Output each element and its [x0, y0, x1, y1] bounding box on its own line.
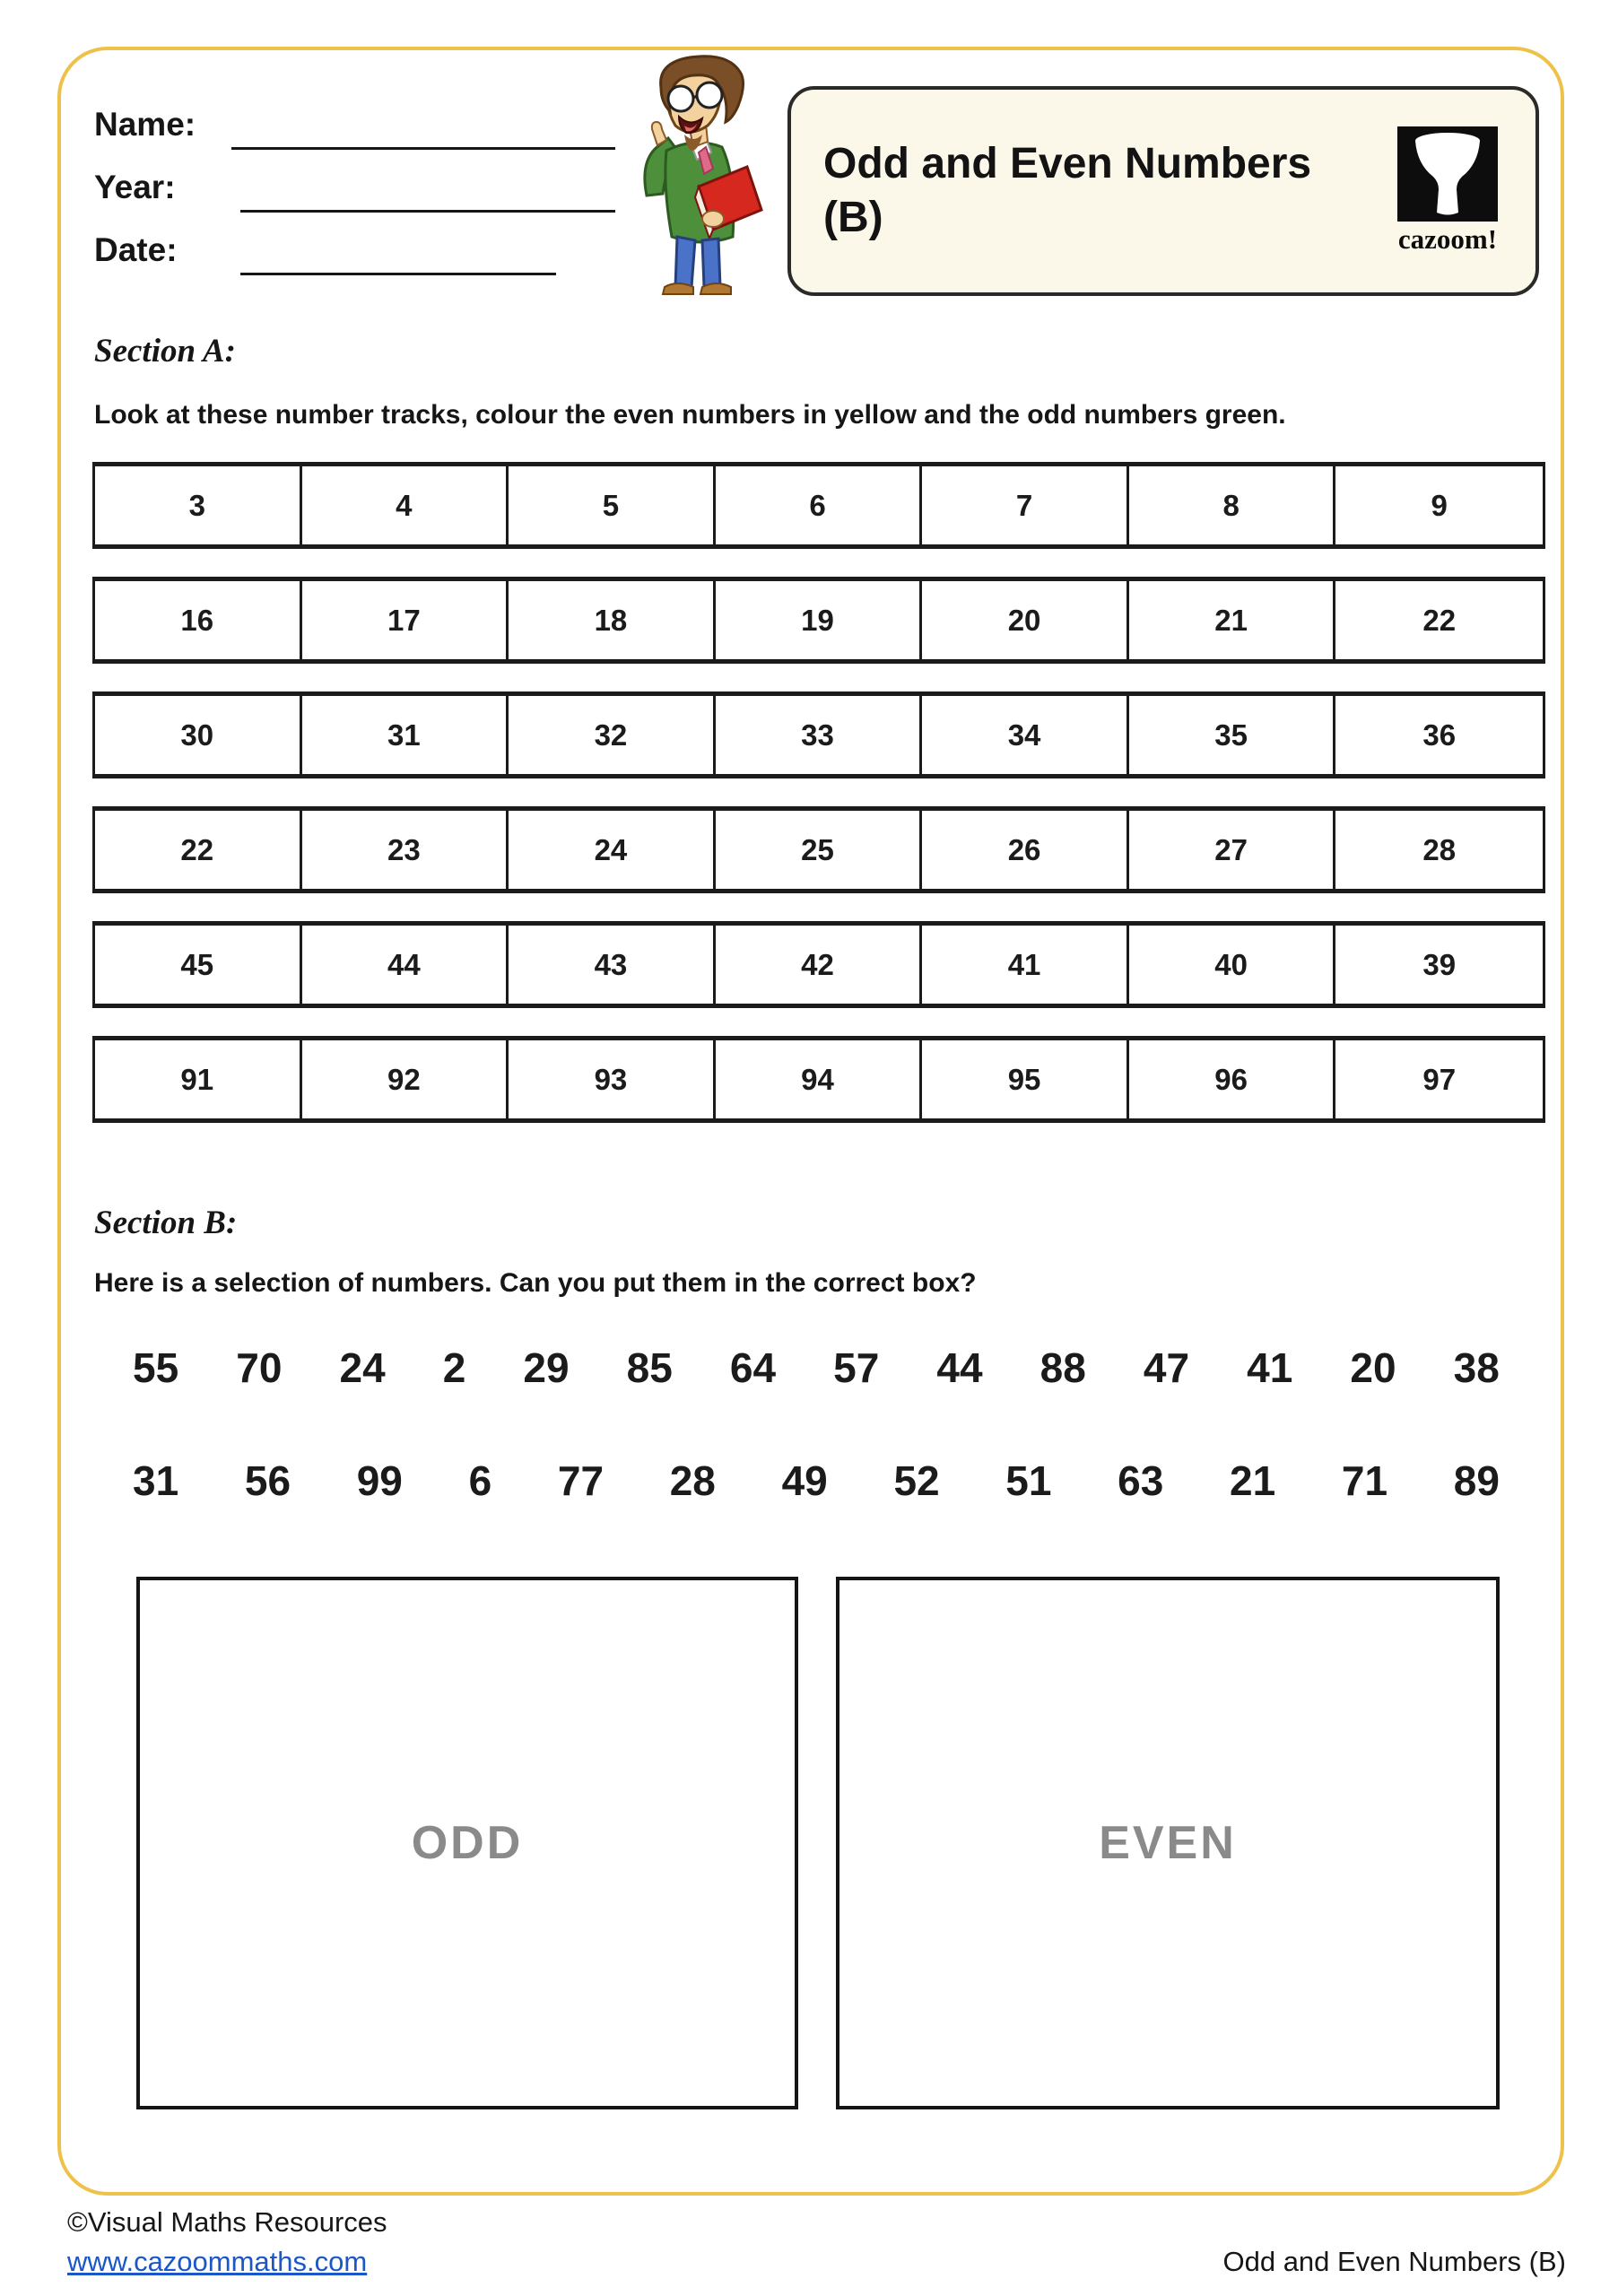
selection-number: 85	[626, 1344, 673, 1391]
number-track-2	[92, 577, 1545, 664]
number-track-1	[92, 462, 1545, 549]
selection-number: 52	[893, 1457, 940, 1504]
cazoom-logo	[1376, 126, 1519, 256]
track-cell: 22	[95, 811, 302, 889]
selection-number: 29	[523, 1344, 570, 1391]
selection-numbers-row-1	[133, 1344, 1500, 1392]
track-cell: 42	[716, 926, 923, 1004]
track-cell: 27	[1129, 811, 1336, 889]
selection-number: 77	[557, 1457, 605, 1504]
date-line	[240, 235, 556, 275]
track-cell: 95	[922, 1040, 1129, 1118]
track-cell: 8	[1129, 466, 1336, 544]
selection-number: 99	[356, 1457, 403, 1504]
selection-number: 47	[1143, 1344, 1190, 1391]
title-line-1: Odd and Even Numbers	[823, 140, 1312, 187]
selection-number: 71	[1341, 1457, 1388, 1504]
track-cell: 35	[1129, 696, 1336, 774]
year-line	[240, 172, 615, 213]
track-cell: 94	[716, 1040, 923, 1118]
selection-number: 28	[669, 1457, 716, 1504]
section-a-instruction: Look at these number tracks, colour the even numbers in yellow and the odd numbers green.	[94, 400, 1286, 430]
worksheet-name-footer: Odd and Even Numbers (B)	[1222, 2246, 1566, 2277]
odd-box	[136, 1577, 798, 2109]
selection-number: 31	[133, 1457, 179, 1504]
track-cell: 91	[95, 1040, 302, 1118]
title-box	[787, 86, 1539, 296]
track-cell: 40	[1129, 926, 1336, 1004]
track-cell: 33	[716, 696, 923, 774]
number-track-5	[92, 921, 1545, 1008]
track-cell: 36	[1422, 718, 1457, 752]
selection-number: 2	[442, 1344, 466, 1391]
selection-number: 64	[729, 1344, 777, 1391]
track-cell: 9	[1431, 488, 1448, 522]
selection-number: 24	[339, 1344, 386, 1391]
odd-box-label: ODD	[411, 1817, 524, 1869]
selection-number: 6	[468, 1457, 492, 1504]
track-cell: 31	[302, 696, 509, 774]
track-cell: 26	[922, 811, 1129, 889]
selection-number: 51	[1005, 1457, 1052, 1504]
website-link[interactable]: www.cazoommaths.com	[67, 2246, 368, 2277]
date-label: Date:	[94, 231, 178, 268]
cazoom-logo-text: cazoom!	[1397, 223, 1498, 255]
track-cell: 4	[302, 466, 509, 544]
even-box-label: EVEN	[1099, 1817, 1237, 1869]
selection-numbers-row-2	[133, 1457, 1500, 1505]
selection-number: 55	[133, 1344, 179, 1391]
name-label: Name:	[94, 106, 196, 143]
track-cell: 24	[509, 811, 716, 889]
worksheet-title	[791, 137, 1376, 245]
number-track-4	[92, 806, 1545, 893]
track-cell: 34	[922, 696, 1129, 774]
track-cell: 32	[509, 696, 716, 774]
selection-number: 49	[781, 1457, 828, 1504]
number-track-6	[92, 1036, 1545, 1123]
track-cell: 30	[95, 696, 302, 774]
track-cell: 6	[716, 466, 923, 544]
track-cell: 7	[922, 466, 1129, 544]
track-cell: 19	[716, 581, 923, 659]
track-cell: 45	[95, 926, 302, 1004]
selection-number: 56	[244, 1457, 291, 1504]
year-label: Year:	[94, 169, 176, 205]
track-cell: 21	[1129, 581, 1336, 659]
selection-number: 57	[833, 1344, 880, 1391]
track-cell: 93	[509, 1040, 716, 1118]
section-b-heading: Section B:	[94, 1205, 238, 1241]
cazoom-drum-icon	[1397, 126, 1498, 222]
track-cell: 18	[509, 581, 716, 659]
selection-number: 63	[1118, 1457, 1164, 1504]
teacher-illustration-icon	[613, 52, 776, 300]
selection-number: 38	[1453, 1344, 1500, 1391]
track-cell: 44	[302, 926, 509, 1004]
track-cell: 23	[302, 811, 509, 889]
track-cell: 16	[95, 581, 302, 659]
selection-number: 20	[1350, 1344, 1396, 1391]
track-cell: 22	[1422, 603, 1457, 637]
track-cell: 41	[922, 926, 1129, 1004]
section-a-heading: Section A:	[94, 333, 236, 370]
track-cell: 43	[509, 926, 716, 1004]
title-line-2: (B)	[823, 194, 883, 241]
track-cell: 28	[1422, 832, 1457, 866]
track-cell: 3	[95, 466, 302, 544]
track-cell: 92	[302, 1040, 509, 1118]
track-cell: 96	[1129, 1040, 1336, 1118]
selection-number: 89	[1453, 1457, 1500, 1504]
track-cell: 25	[716, 811, 923, 889]
selection-number: 21	[1230, 1457, 1276, 1504]
number-track-3	[92, 691, 1545, 778]
track-cell: 17	[302, 581, 509, 659]
copyright-text: ©Visual Maths Resources	[67, 2206, 387, 2238]
selection-number: 70	[236, 1344, 283, 1391]
even-box	[836, 1577, 1500, 2109]
selection-number: 41	[1247, 1344, 1293, 1391]
track-cell: 97	[1422, 1062, 1457, 1096]
selection-number: 44	[936, 1344, 983, 1391]
selection-number: 88	[1040, 1344, 1086, 1391]
name-line	[231, 109, 615, 150]
section-b-instruction: Here is a selection of numbers. Can you put them in the correct box?	[94, 1268, 977, 1298]
track-cell: 39	[1422, 947, 1457, 981]
track-cell: 5	[509, 466, 716, 544]
track-cell: 20	[922, 581, 1129, 659]
